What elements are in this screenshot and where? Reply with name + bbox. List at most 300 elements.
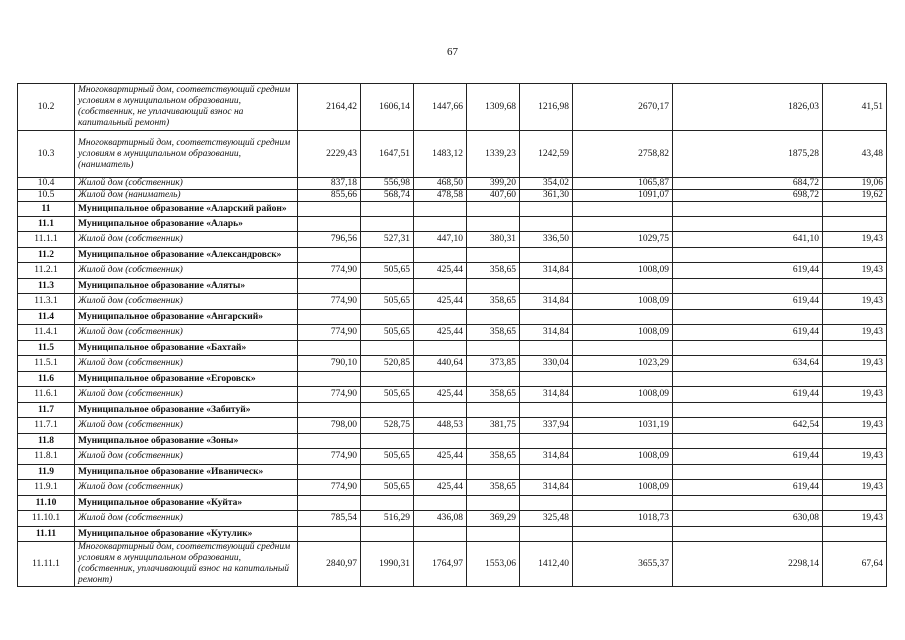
value-cell: 1029,75 [573,232,673,248]
value-cell: 634,64 [673,356,823,372]
section-title: Муниципальное образование «Зоны» [75,434,298,449]
section-title: Муниципальное образование «Аларский район» [75,202,298,217]
row-code: 10.2 [18,84,75,131]
value-cell: 790,10 [298,356,361,372]
value-cell [573,403,673,418]
value-cell: 774,90 [298,294,361,310]
value-cell [361,202,414,217]
value-cell: 1008,09 [573,263,673,279]
value-cell [361,527,414,542]
table-row [18,325,887,341]
row-code: 11.11 [18,527,75,542]
section-title: Муниципальное образование «Забитуй» [75,403,298,418]
value-cell [414,434,467,449]
section-header-row [18,403,887,418]
value-cell: 369,29 [467,511,520,527]
value-cell: 1091,07 [573,190,673,202]
table-row [18,84,887,131]
row-code: 11.3.1 [18,294,75,310]
value-cell: 3655,37 [573,542,673,587]
value-cell: 19,43 [823,511,887,527]
value-cell: 2758,82 [573,131,673,178]
value-cell: 448,53 [414,418,467,434]
value-cell: 1031,19 [573,418,673,434]
tariff-table-body [18,84,887,587]
value-cell [823,341,887,356]
value-cell: 1242,59 [520,131,573,178]
value-cell: 630,08 [673,511,823,527]
table-row [18,131,887,178]
value-cell: 855,66 [298,190,361,202]
value-cell: 1023,29 [573,356,673,372]
value-cell [673,434,823,449]
value-cell: 19,06 [823,178,887,190]
value-cell: 19,43 [823,480,887,496]
section-title: Муниципальное образование «Иваническ» [75,465,298,480]
value-cell [467,341,520,356]
value-cell [414,465,467,480]
section-title: Муниципальное образование «Аларь» [75,217,298,232]
value-cell [823,310,887,325]
row-code: 11.4.1 [18,325,75,341]
section-header-row [18,372,887,387]
value-cell [573,202,673,217]
value-cell [520,434,573,449]
value-cell [520,403,573,418]
table-row [18,387,887,403]
value-cell [673,403,823,418]
row-code: 11.1.1 [18,232,75,248]
value-cell [298,434,361,449]
table-row [18,178,887,190]
row-code: 11.9 [18,465,75,480]
value-cell [298,341,361,356]
value-cell: 354,02 [520,178,573,190]
value-cell: 619,44 [673,449,823,465]
value-cell [573,527,673,542]
value-cell: 43,48 [823,131,887,178]
table-row [18,263,887,279]
value-cell: 1483,12 [414,131,467,178]
value-cell: 1412,40 [520,542,573,587]
row-code: 11.7 [18,403,75,418]
value-cell: 1764,97 [414,542,467,587]
table-row [18,418,887,434]
housing-type: Многоквартирный дом, соответствующий средним условиям в муниципальном образовании, (собственник, не уплачивающий взнос на капитальный ремонт) [75,84,298,131]
value-cell: 619,44 [673,263,823,279]
value-cell: 528,75 [361,418,414,434]
value-cell: 67,64 [823,542,887,587]
value-cell [298,496,361,511]
housing-type: Жилой дом (собственник) [75,356,298,372]
value-cell [823,217,887,232]
value-cell [673,341,823,356]
value-cell: 1216,98 [520,84,573,131]
section-header-row [18,527,887,542]
row-code: 10.4 [18,178,75,190]
value-cell [414,217,467,232]
housing-type: Жилой дом (собственник) [75,263,298,279]
value-cell [823,372,887,387]
row-code: 11.10 [18,496,75,511]
row-code: 11.8 [18,434,75,449]
value-cell: 314,84 [520,325,573,341]
value-cell: 425,44 [414,449,467,465]
value-cell: 1553,06 [467,542,520,587]
value-cell: 1606,14 [361,84,414,131]
value-cell [520,310,573,325]
table-row [18,294,887,310]
value-cell [298,372,361,387]
value-cell: 1065,87 [573,178,673,190]
value-cell: 505,65 [361,263,414,279]
value-cell: 796,56 [298,232,361,248]
value-cell: 2164,42 [298,84,361,131]
value-cell: 505,65 [361,387,414,403]
value-cell: 619,44 [673,294,823,310]
value-cell: 425,44 [414,263,467,279]
value-cell [414,310,467,325]
value-cell [361,372,414,387]
value-cell: 336,50 [520,232,573,248]
housing-type: Жилой дом (собственник) [75,178,298,190]
value-cell: 1447,66 [414,84,467,131]
value-cell [298,310,361,325]
value-cell: 1826,03 [673,84,823,131]
value-cell: 505,65 [361,480,414,496]
value-cell: 19,43 [823,294,887,310]
value-cell: 358,65 [467,294,520,310]
value-cell [573,248,673,263]
value-cell: 19,62 [823,190,887,202]
housing-type: Жилой дом (собственник) [75,480,298,496]
value-cell [520,279,573,294]
value-cell: 774,90 [298,263,361,279]
value-cell: 1875,28 [673,131,823,178]
value-cell: 505,65 [361,449,414,465]
value-cell: 41,51 [823,84,887,131]
value-cell: 698,72 [673,190,823,202]
value-cell: 1647,51 [361,131,414,178]
value-cell [673,496,823,511]
value-cell: 1309,68 [467,84,520,131]
value-cell: 440,64 [414,356,467,372]
table-row [18,542,887,587]
page-number: 67 [447,46,458,58]
value-cell [520,372,573,387]
value-cell: 1990,31 [361,542,414,587]
value-cell: 774,90 [298,387,361,403]
value-cell: 2298,14 [673,542,823,587]
housing-type: Жилой дом (собственник) [75,449,298,465]
value-cell [673,202,823,217]
value-cell: 1008,09 [573,325,673,341]
table-row [18,356,887,372]
value-cell: 361,30 [520,190,573,202]
value-cell [467,202,520,217]
row-code: 11.5.1 [18,356,75,372]
value-cell [414,279,467,294]
row-code: 10.5 [18,190,75,202]
section-header-row [18,434,887,449]
value-cell [298,248,361,263]
value-cell [298,403,361,418]
value-cell [361,434,414,449]
value-cell [823,527,887,542]
value-cell: 1008,09 [573,480,673,496]
value-cell [673,248,823,263]
table-row [18,511,887,527]
section-header-row [18,310,887,325]
value-cell [520,202,573,217]
value-cell: 447,10 [414,232,467,248]
section-header-row [18,248,887,263]
value-cell [520,217,573,232]
value-cell: 520,85 [361,356,414,372]
row-code: 11.4 [18,310,75,325]
value-cell: 619,44 [673,387,823,403]
value-cell: 641,10 [673,232,823,248]
housing-type: Многоквартирный дом, соответствующий средним условиям в муниципальном образовании, (собственник, уплачивающий взнос на капитальный ремонт) [75,542,298,587]
value-cell: 19,43 [823,263,887,279]
row-code: 11.3 [18,279,75,294]
value-cell [573,372,673,387]
value-cell [673,465,823,480]
value-cell [298,217,361,232]
value-cell [467,372,520,387]
row-code: 11.2.1 [18,263,75,279]
value-cell: 337,94 [520,418,573,434]
value-cell [467,279,520,294]
value-cell [520,248,573,263]
value-cell: 399,20 [467,178,520,190]
value-cell: 684,72 [673,178,823,190]
value-cell: 2840,97 [298,542,361,587]
section-header-row [18,496,887,511]
value-cell [520,496,573,511]
section-title: Муниципальное образование «Куйта» [75,496,298,511]
value-cell [414,403,467,418]
value-cell: 478,58 [414,190,467,202]
value-cell [414,372,467,387]
value-cell: 314,84 [520,263,573,279]
row-code: 11.1 [18,217,75,232]
row-code: 11.6 [18,372,75,387]
row-code: 11 [18,202,75,217]
housing-type: Жилой дом (собственник) [75,232,298,248]
value-cell: 314,84 [520,294,573,310]
value-cell [673,217,823,232]
value-cell [673,279,823,294]
row-code: 10.3 [18,131,75,178]
housing-type: Жилой дом (наниматель) [75,190,298,202]
row-code: 11.10.1 [18,511,75,527]
value-cell [414,202,467,217]
value-cell: 505,65 [361,294,414,310]
section-title: Муниципальное образование «Ангарский» [75,310,298,325]
value-cell [361,403,414,418]
value-cell: 358,65 [467,263,520,279]
value-cell: 314,84 [520,449,573,465]
value-cell [467,217,520,232]
value-cell [298,279,361,294]
value-cell: 785,54 [298,511,361,527]
value-cell [823,496,887,511]
value-cell: 837,18 [298,178,361,190]
section-title: Муниципальное образование «Егоровск» [75,372,298,387]
value-cell: 619,44 [673,480,823,496]
row-code: 11.8.1 [18,449,75,465]
value-cell: 373,85 [467,356,520,372]
section-title: Муниципальное образование «Кутулик» [75,527,298,542]
value-cell [467,465,520,480]
value-cell: 505,65 [361,325,414,341]
value-cell: 642,54 [673,418,823,434]
section-header-row [18,279,887,294]
value-cell: 468,50 [414,178,467,190]
value-cell: 407,60 [467,190,520,202]
value-cell: 1008,09 [573,449,673,465]
value-cell: 619,44 [673,325,823,341]
value-cell [298,527,361,542]
table-row [18,190,887,202]
value-cell: 1339,23 [467,131,520,178]
value-cell: 568,74 [361,190,414,202]
value-cell: 425,44 [414,294,467,310]
value-cell [414,341,467,356]
value-cell [573,310,673,325]
table-row [18,232,887,248]
value-cell [361,496,414,511]
tariff-table [17,83,887,587]
value-cell [361,465,414,480]
value-cell: 19,43 [823,356,887,372]
value-cell [823,248,887,263]
value-cell [361,310,414,325]
row-code: 11.7.1 [18,418,75,434]
value-cell: 19,43 [823,449,887,465]
value-cell: 358,65 [467,449,520,465]
value-cell [467,527,520,542]
value-cell [361,341,414,356]
row-code: 11.11.1 [18,542,75,587]
housing-type: Многоквартирный дом, соответствующий средним условиям в муниципальном образовании, (наниматель) [75,131,298,178]
section-header-row [18,465,887,480]
value-cell [520,527,573,542]
value-cell [573,465,673,480]
value-cell [467,434,520,449]
value-cell: 19,43 [823,387,887,403]
section-header-row [18,202,887,217]
value-cell [467,248,520,263]
value-cell [414,248,467,263]
value-cell: 2229,43 [298,131,361,178]
value-cell: 380,31 [467,232,520,248]
value-cell [414,496,467,511]
table-row [18,449,887,465]
value-cell [573,496,673,511]
value-cell: 2670,17 [573,84,673,131]
value-cell [673,527,823,542]
value-cell: 425,44 [414,387,467,403]
row-code: 11.9.1 [18,480,75,496]
value-cell: 358,65 [467,325,520,341]
value-cell: 19,43 [823,325,887,341]
value-cell [823,279,887,294]
value-cell [823,403,887,418]
value-cell [361,217,414,232]
row-code: 11.5 [18,341,75,356]
value-cell [823,202,887,217]
value-cell: 425,44 [414,325,467,341]
section-title: Муниципальное образование «Бахтай» [75,341,298,356]
value-cell: 798,00 [298,418,361,434]
housing-type: Жилой дом (собственник) [75,418,298,434]
housing-type: Жилой дом (собственник) [75,294,298,310]
value-cell: 19,43 [823,418,887,434]
value-cell: 358,65 [467,387,520,403]
value-cell: 358,65 [467,480,520,496]
value-cell: 1018,73 [573,511,673,527]
value-cell [823,434,887,449]
value-cell: 1008,09 [573,387,673,403]
value-cell [520,341,573,356]
value-cell [573,279,673,294]
row-code: 11.6.1 [18,387,75,403]
section-header-row [18,341,887,356]
value-cell [298,465,361,480]
value-cell: 381,75 [467,418,520,434]
value-cell [520,465,573,480]
value-cell: 314,84 [520,480,573,496]
section-title: Муниципальное образование «Аляты» [75,279,298,294]
value-cell [298,202,361,217]
value-cell: 325,48 [520,511,573,527]
value-cell: 1008,09 [573,294,673,310]
value-cell [414,527,467,542]
value-cell: 774,90 [298,449,361,465]
section-title: Муниципальное образование «Александровск» [75,248,298,263]
value-cell [573,217,673,232]
value-cell: 516,29 [361,511,414,527]
value-cell [361,279,414,294]
value-cell: 330,04 [520,356,573,372]
value-cell: 556,98 [361,178,414,190]
value-cell: 425,44 [414,480,467,496]
value-cell: 19,43 [823,232,887,248]
value-cell [467,310,520,325]
row-code: 11.2 [18,248,75,263]
table-row [18,480,887,496]
housing-type: Жилой дом (собственник) [75,387,298,403]
housing-type: Жилой дом (собственник) [75,511,298,527]
value-cell: 314,84 [520,387,573,403]
value-cell [673,372,823,387]
housing-type: Жилой дом (собственник) [75,325,298,341]
value-cell [467,496,520,511]
value-cell: 774,90 [298,480,361,496]
value-cell [467,403,520,418]
value-cell: 436,08 [414,511,467,527]
value-cell [573,434,673,449]
value-cell [823,465,887,480]
value-cell [361,248,414,263]
section-header-row [18,217,887,232]
value-cell [673,310,823,325]
value-cell: 527,31 [361,232,414,248]
value-cell [573,341,673,356]
value-cell: 774,90 [298,325,361,341]
